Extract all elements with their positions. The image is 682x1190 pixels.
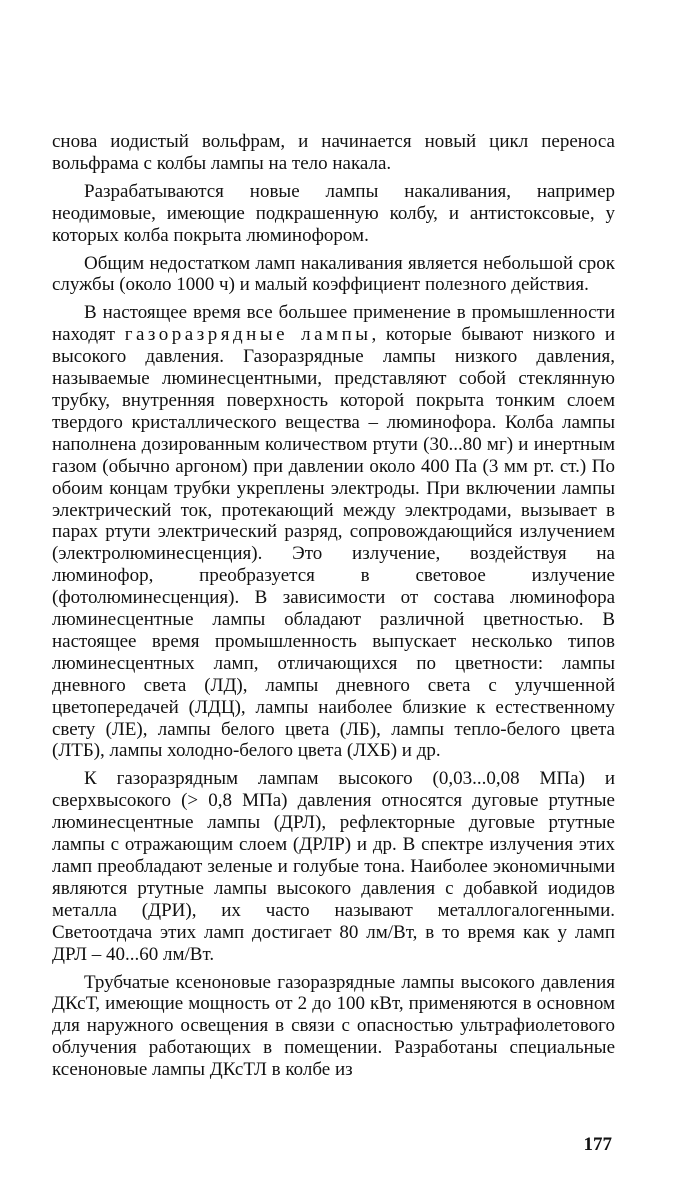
- paragraph-xenon: Трубчатые ксеноновые газоразрядные лампы высокого давления ДКсТ, имеющие мощность от 2 до 100 кВт, применяются в основном для наружного освещения в связи с опасностью ультрафиолетового облучения работающих в помещении. Разработаны специальные ксеноновые лампы ДКсТЛ в колбе из: [52, 971, 615, 1081]
- paragraph-high-pressure: К газоразрядным лампам высокого (0,03...0,08 МПа) и сверхвысокого (> 0,8 МПа) давления относятся дуговые ртутные люминесцентные лампы (ДРЛ), рефлекторные дуговые ртутные лампы с отражающим слоем (ДРЛР) и др. В спектре излучения этих ламп преобладают зеленые и голубые тона. Наиболее экономичными являются ртутные лампы высокого давления с добавкой иодидов металла (ДРИ), их часто называют металлогалогенными. Светоотдача этих ламп достигает 80 лм/Вт, в то время как у ламп ДРЛ – 40...60 лм/Вт.: [52, 768, 615, 965]
- spaced-term: газоразрядные лампы: [124, 324, 372, 346]
- paragraph-gas-discharge: [52, 302, 615, 762]
- paragraph-gas-discharge-rest: , которые бывают низкого и высокого давления. Газоразрядные лампы низкого давления, называемые люминесцентными, представляют собой стеклянную трубку, внутренняя поверхность которой покрыта тонким слоем твердого кристаллического вещества – люминофора. Колба лампы наполнена дозированным количеством ртути (30...80 мг) и инертным газом (обычно аргоном) при давлении около 400 Па (3 мм рт. ст.) По обоим концам трубки укреплены электроды. При включении лампы электрический ток, протекающий между электродами, вызывает в парах ртути электрический разряд, сопровождающийся излучением (электролюминесценция). Это излучение, воздействуя на люминофор, преобразуется в световое излучение (фотолюминесценция). В зависимости от состава люминофора люминесцентные лампы обладают различной цветностью. В настоящее время промышленность выпускает несколько типов люминесцентных ламп, отличающихся по цветности: лампы дневного света (ЛД), лампы дневного света с улучшенной цветопередачей (ЛДЦ), лампы наиболее близкие к естественному свету (ЛЕ), лампы белого цвета (ЛБ), лампы тепло-белого цвета (ЛТБ), лампы холодно-белого цвета (ЛХБ) и др.: [52, 324, 616, 762]
- page-number: 177: [583, 1134, 612, 1155]
- paragraph-new-lamps: Разрабатываются новые лампы накаливания, например неодимовые, имеющие подкрашенную колбу, и антистоксовые, у которых колба покрыта люминофором.: [52, 180, 615, 246]
- body-text: [52, 131, 615, 1087]
- paragraph-continuation: снова иодистый вольфрам, и начинается новый цикл переноса вольфрама с колбы лампы на тело накала.: [52, 131, 615, 174]
- paragraph-drawbacks: Общим недостатком ламп накаливания является небольшой срок службы (около 1000 ч) и малый коэффициент полезного действия.: [52, 252, 615, 296]
- paragraph-gas-discharge-start: В настоящее время все большее применение в промышленности находят: [52, 302, 615, 346]
